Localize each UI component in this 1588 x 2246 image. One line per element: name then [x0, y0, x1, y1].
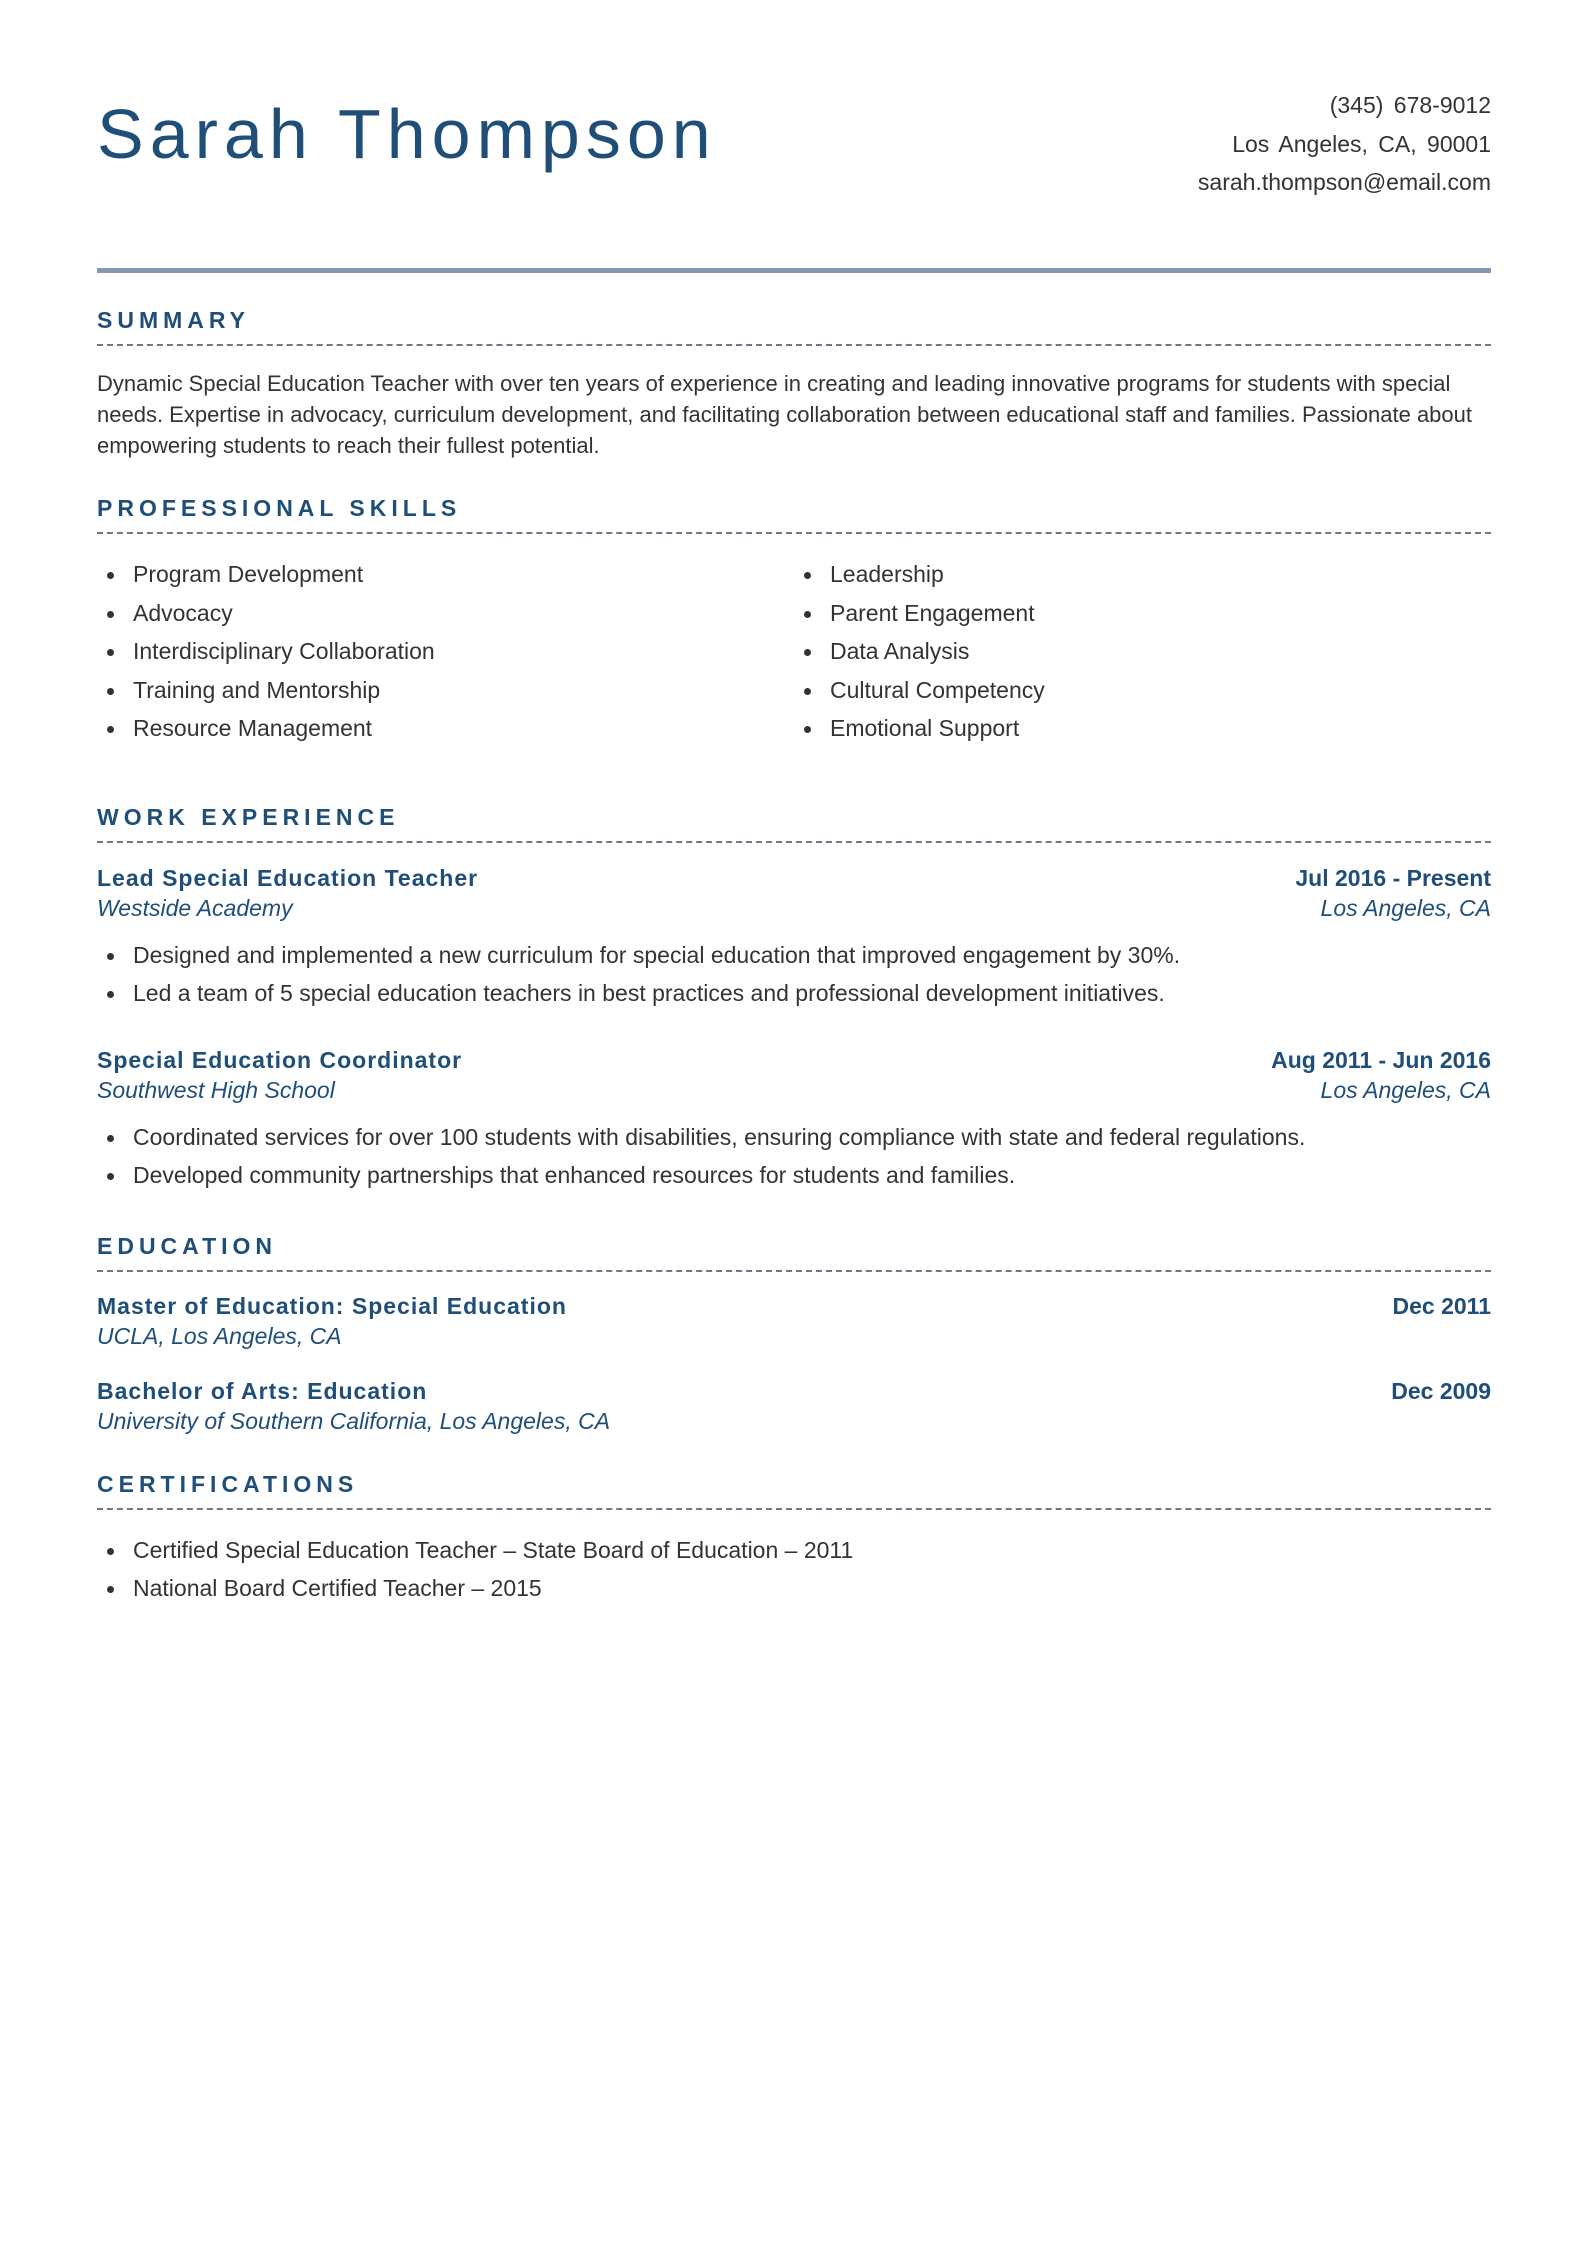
skill-item: Training and Mentorship	[97, 671, 794, 710]
job-location: Los Angeles, CA	[1320, 1076, 1491, 1103]
job-org: Southwest High School	[97, 1076, 335, 1103]
job-dates: Jul 2016 - Present	[1295, 864, 1491, 891]
skill-item: Leadership	[794, 555, 1491, 594]
certification-item: National Board Certified Teacher – 2015	[97, 1569, 1491, 1608]
degree-title: Bachelor of Arts: Education	[97, 1377, 428, 1404]
section-title-certifications: CERTIFICATIONS	[97, 1471, 1491, 1510]
experience-section	[97, 804, 1491, 1195]
section-title-education: EDUCATION	[97, 1233, 1491, 1272]
job-entry	[97, 865, 1491, 1013]
degree-school: UCLA, Los Angeles, CA	[97, 1322, 342, 1349]
certification-item: Certified Special Education Teacher – State Board of Education – 2011	[97, 1531, 1491, 1570]
skill-item: Interdisciplinary Collaboration	[97, 632, 794, 671]
summary-section	[97, 307, 1491, 461]
skills-right-list	[794, 555, 1491, 748]
job-dates: Aug 2011 - Jun 2016	[1271, 1046, 1491, 1073]
skills-left-list	[97, 555, 794, 748]
skill-item: Cultural Competency	[794, 671, 1491, 710]
job-bullet: Developed community partnerships that enhanced resources for students and families.	[97, 1156, 1491, 1195]
skill-item: Parent Engagement	[794, 594, 1491, 633]
job-bullets	[97, 936, 1491, 1013]
skills-columns	[97, 555, 1491, 748]
section-title-skills: PROFESSIONAL SKILLS	[97, 495, 1491, 534]
skill-item: Data Analysis	[794, 632, 1491, 671]
skills-section	[97, 495, 1491, 748]
job-role: Special Education Coordinator	[97, 1046, 463, 1073]
certifications-list	[97, 1531, 1491, 1608]
skill-item: Program Development	[97, 555, 794, 594]
contact-phone: (345) 678-9012	[1329, 92, 1491, 118]
certifications-section	[97, 1471, 1491, 1608]
resume-header	[97, 86, 1491, 268]
education-entry	[97, 1378, 1491, 1437]
summary-text: Dynamic Special Education Teacher with over ten years of experience in creating and leading innovative programs for students with special needs. Expertise in advocacy, curriculum development, and facilitating collaboration between educational staff and families. Passionate about empowering students to reach their fullest potential.	[97, 371, 1472, 458]
header-divider	[97, 268, 1491, 273]
candidate-name: Sarah Thompson	[97, 95, 717, 173]
job-location: Los Angeles, CA	[1320, 894, 1491, 921]
degree-date: Dec 2011	[1392, 1292, 1491, 1319]
skill-item: Emotional Support	[794, 709, 1491, 748]
contact-location: Los Angeles, CA, 90001	[1232, 130, 1491, 157]
degree-title: Master of Education: Special Education	[97, 1292, 567, 1319]
skill-item: Advocacy	[97, 594, 794, 633]
job-bullet: Coordinated services for over 100 students with disabilities, ensuring compliance with state and federal regulations.	[97, 1118, 1491, 1157]
education-section	[97, 1233, 1491, 1437]
skill-item: Resource Management	[97, 709, 794, 748]
contact-block	[1198, 86, 1491, 202]
job-org: Westside Academy	[97, 894, 293, 921]
contact-email: sarah.thompson@email.com	[1197, 169, 1491, 195]
education-entry	[97, 1293, 1491, 1352]
job-bullets	[97, 1118, 1491, 1195]
section-title-summary: SUMMARY	[97, 307, 1491, 346]
degree-date: Dec 2009	[1391, 1377, 1491, 1404]
job-entry	[97, 1047, 1491, 1195]
section-title-experience: WORK EXPERIENCE	[97, 804, 1491, 843]
job-role: Lead Special Education Teacher	[97, 864, 479, 891]
job-bullet: Designed and implemented a new curriculum for special education that improved engagement by 30%.	[97, 936, 1491, 975]
degree-school: University of Southern California, Los Angeles, CA	[97, 1407, 611, 1434]
job-bullet: Led a team of 5 special education teachers in best practices and professional development initiatives.	[97, 974, 1491, 1013]
